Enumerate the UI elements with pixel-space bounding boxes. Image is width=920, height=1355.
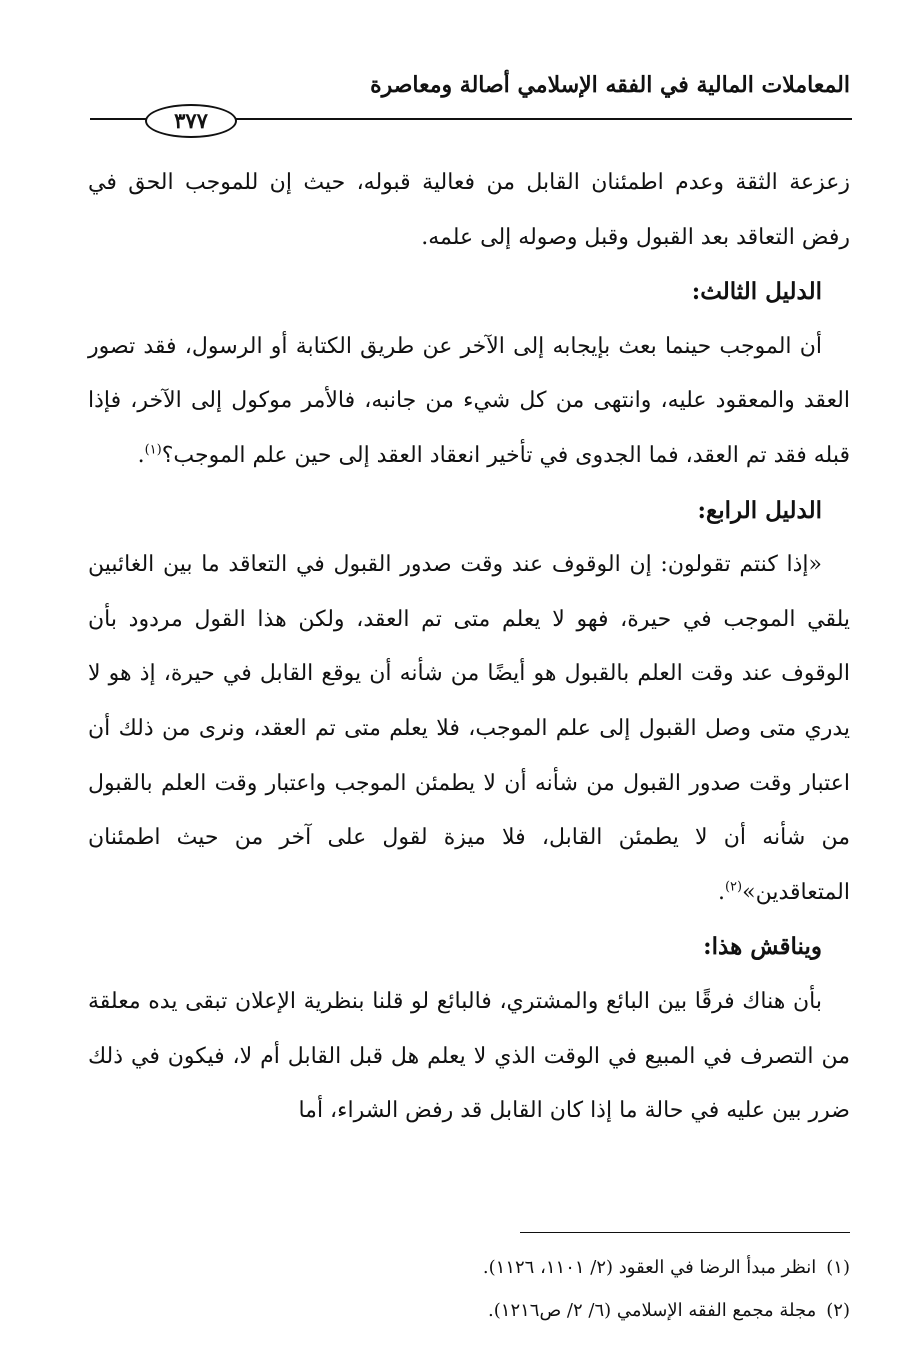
footnote-2-text: مجلة مجمع الفقه الإسلامي (٦/ ٢/ ص١٢١٦). [488,1300,817,1321]
footnote-1-number: (١) [826,1257,850,1278]
footnote-ref-2[interactable]: (٢) [724,879,743,895]
page-number: ٣٧٧ [145,104,237,138]
footnote-rule [520,1232,850,1233]
footnote-1 [88,1246,850,1289]
paragraph-3: «إذا كنتم تقولون: إن الوقوف عند وقت صدور القبول في التعاقد ما بين الغائبين يلقي الموجب في حيرة، فهو لا يعلم متى تم العقد، ولكن هذا القول مردود بأن الوقوف عند وقت العلم بالقبول هو أيضًا من شأنه أن يوقع القابل في حيرة، إذ هو لا يدري متى وصل القبول إلى علم الموجب، فلا يعلم متى تم العقد، ونرى من ذلك أن اعتبار وقت صدور القبول من شأنه أن لا يطمئن الموجب واعتبار وقت العلم بالقبول من شأنه أن لا يطمئن القابل، فلا ميزة لقول على آخر من حيث اطمئنان المتعاقدين»$^{(٢)}$. [88,552,850,905]
heading-third-evidence: الدليل الثالث: [691,278,822,306]
footnotes [88,1246,850,1332]
running-title: المعاملات المالية في الفقه الإسلامي أصالة ومعاصرة [370,72,850,98]
paragraph-2-text: أن الموجب حينما بعث بإيجابه إلى الآخر عن طريق الكتابة أو الرسول، فقد تصور العقد والمعقود عليه، وانتهى من كل شيء من جانبه، فالأمر موكول إلى الآخر، فإذا قبله فقد تم العقد، فما الجدوى في تأخير انعقاد العقد إلى حين علم الموجب؟ [88,333,850,468]
footnote-2 [88,1289,850,1332]
paragraph-2: أن الموجب حينما بعث بإيجابه إلى الآخر عن طريق الكتابة أو الرسول، فقد تصور العقد والمعقود عليه، وانتهى من كل شيء من جانبه، فالأمر موكول إلى الآخر، فإذا قبله فقد تم العقد، فما الجدوى في تأخير انعقاد العقد إلى حين علم الموجب؟$^{(١)}$. [88,333,850,468]
heading-discussion: ويناقش هذا: [703,933,822,961]
footnote-ref-1[interactable]: (١) [144,442,162,458]
paragraph-3-text: «إذا كنتم تقولون: إن الوقوف عند وقت صدور القبول في التعاقد ما بين الغائبين يلقي الموجب في حيرة، فهو لا يعلم متى تم العقد، ولكن هذا القول مردود بأن الوقوف عند وقت العلم بالقبول هو أيضًا من شأنه أن يوقع القابل في حيرة، إذ هو لا يدري متى وصل القبول إلى علم الموجب، فلا يعلم متى تم العقد، ونرى من ذلك أن اعتبار وقت صدور القبول من شأنه أن لا يطمئن الموجب واعتبار وقت العلم بالقبول من شأنه أن لا يطمئن القابل، فلا ميزة لقول على آخر من حيث اطمئنان المتعاقدين» [88,552,850,905]
paragraph-4: بأن هناك فرقًا بين البائع والمشتري، فالبائع لو قلنا بنظرية الإعلان تبقى يده معلقة من التصرف في المبيع في الوقت الذي لا يعلم هل قبل القابل أم لا، فيكون في ذلك ضرر بين عليه في حالة ما إذا كان القابل قد رفض الشراء، أما [88,988,850,1124]
footnote-2-number: (٢) [826,1300,850,1321]
footnote-1-text: انظر مبدأ الرضا في العقود (٢/ ١١٠١، ١١٢٦). [482,1257,817,1278]
main-text [88,156,850,1139]
paragraph-1: زعزعة الثقة وعدم اطمئنان القابل من فعالية قبوله، حيث إن للموجب الحق في رفض التعاقد بعد القبول وقبل وصوله إلى علمه. [88,170,850,250]
heading-fourth-evidence: الدليل الرابع: [697,496,822,524]
